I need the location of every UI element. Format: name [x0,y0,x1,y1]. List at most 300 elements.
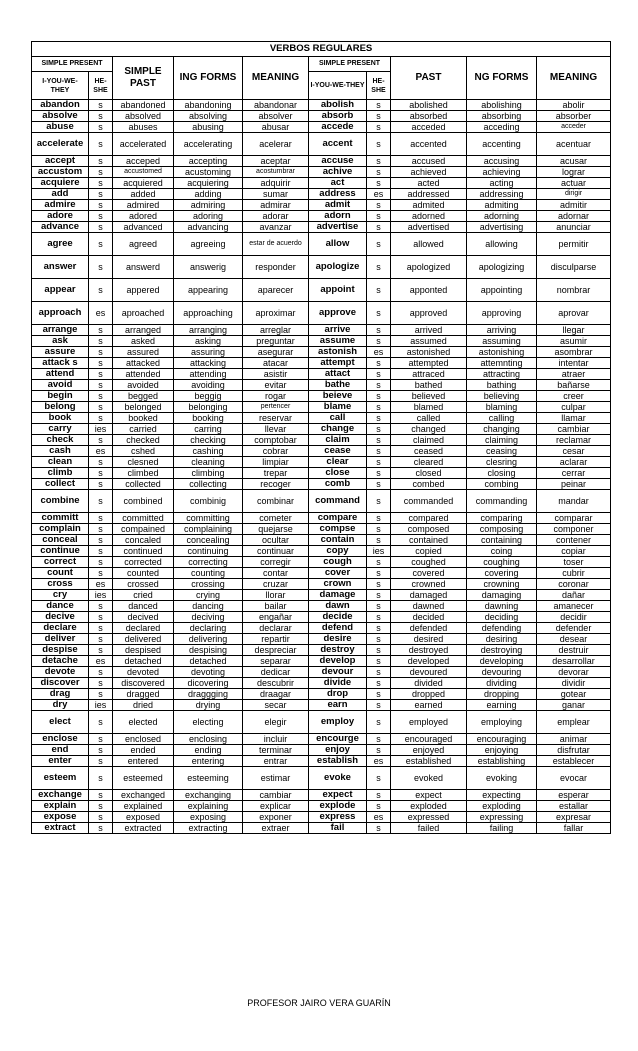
verbs-table-body [32,100,611,834]
right-verb-cell: enjoy [309,745,367,756]
right-he-she-suffix-cell: s [367,369,391,380]
left-past-cell: arranged [113,325,174,336]
right-past-cell: divided [391,678,467,689]
left-verb-cell: check [32,435,89,446]
left-verb-cell: detache [32,656,89,667]
right-past-cell: apologized [391,256,467,279]
table-row [32,336,611,347]
right-ing-cell: admiting [467,200,537,211]
right-meaning-cell: disculparse [537,256,611,279]
left-ing-cell: adding [174,189,243,200]
left-past-cell: asked [113,336,174,347]
left-past-cell: belonged [113,402,174,413]
left-simple-past-header: SIMPLE PAST [113,57,174,100]
table-row [32,656,611,667]
right-meaning-cell: dividir [537,678,611,689]
right-he-she-suffix-cell: es [367,756,391,767]
left-he-she-suffix-cell: s [89,100,113,111]
right-verb-cell: attempt [309,358,367,369]
left-verb-cell: dance [32,601,89,612]
right-he-she-suffix-cell: s [367,302,391,325]
right-past-cell: bathed [391,380,467,391]
left-meaning-cell: extraer [243,823,309,834]
left-past-cell: collected [113,479,174,490]
left-past-cell: exposed [113,812,174,823]
right-he-she-suffix-cell: s [367,156,391,167]
left-verb-cell: attack s [32,358,89,369]
right-meaning-cell: desarrollar [537,656,611,667]
table-row [32,601,611,612]
right-past-cell: coughed [391,557,467,568]
left-meaning-cell: separar [243,656,309,667]
left-ing-cell: checking [174,435,243,446]
right-past-cell: dropped [391,689,467,700]
table-row [32,325,611,336]
right-past-cell: contained [391,535,467,546]
right-meaning-cell: destruir [537,645,611,656]
right-he-she-suffix-cell: s [367,479,391,490]
right-he-she-header: HE-SHE [367,72,391,100]
left-meaning-cell: arreglar [243,325,309,336]
left-past-cell: adored [113,211,174,222]
right-meaning-cell: expresar [537,812,611,823]
right-he-she-suffix-cell: s [367,745,391,756]
right-past-cell: absorbed [391,111,467,122]
right-past-cell: composed [391,524,467,535]
left-past-cell: booked [113,413,174,424]
left-past-cell: attacked [113,358,174,369]
left-he-she-suffix-cell: s [89,200,113,211]
left-meaning-cell: quejarse [243,524,309,535]
left-verb-cell: explain [32,801,89,812]
left-ing-cell: detached [174,656,243,667]
right-meaning-cell: dirigir [537,189,611,200]
left-past-cell: abandoned [113,100,174,111]
right-meaning-cell: nombrar [537,279,611,302]
table-row [32,457,611,468]
right-past-cell: advertised [391,222,467,233]
right-ing-cell: acceding [467,122,537,133]
right-he-she-suffix-cell: s [367,424,391,435]
table-title: VERBOS REGULARES [32,42,611,57]
left-past-cell: compained [113,524,174,535]
left-verb-cell: advance [32,222,89,233]
left-verb-cell: esteem [32,767,89,790]
left-past-cell: committed [113,513,174,524]
left-meaning-cell: draagar [243,689,309,700]
right-verb-cell: decide [309,612,367,623]
right-meaning-cell: llamar [537,413,611,424]
left-ing-cell: admiring [174,200,243,211]
right-past-cell: astonished [391,347,467,358]
right-ing-cell: dropping [467,689,537,700]
right-he-she-suffix-cell: es [367,812,391,823]
left-verb-cell: begin [32,391,89,402]
table-row [32,812,611,823]
right-meaning-cell: toser [537,557,611,568]
right-he-she-suffix-cell: s [367,678,391,689]
right-ing-cell: assuming [467,336,537,347]
right-he-she-suffix-cell: s [367,601,391,612]
left-he-she-suffix-cell: s [89,689,113,700]
table-row [32,122,611,133]
right-he-she-suffix-cell: s [367,645,391,656]
left-verb-cell: add [32,189,89,200]
right-verb-cell: damage [309,590,367,601]
right-verb-cell: advertise [309,222,367,233]
left-simple-present-header: SIMPLE PRESENT [32,57,113,72]
left-he-she-suffix-cell: s [89,801,113,812]
left-verb-cell: correct [32,557,89,568]
table-row [32,734,611,745]
left-he-she-suffix-cell: s [89,325,113,336]
table-row [32,745,611,756]
right-verb-cell: address [309,189,367,200]
left-past-cell: crossed [113,579,174,590]
table-row [32,424,611,435]
right-past-cell: believed [391,391,467,402]
table-row [32,689,611,700]
right-ing-cell: appointing [467,279,537,302]
right-he-she-suffix-cell: s [367,823,391,834]
left-meaning-cell: declarar [243,623,309,634]
right-ing-cell: achieving [467,167,537,178]
left-he-she-suffix-cell: s [89,380,113,391]
left-verb-cell: arrange [32,325,89,336]
right-he-she-suffix-cell: s [367,468,391,479]
left-past-cell: dragged [113,689,174,700]
left-he-she-suffix-cell: s [89,369,113,380]
right-he-she-suffix-cell: s [367,122,391,133]
right-meaning-cell: cerrar [537,468,611,479]
left-he-she-suffix-cell: s [89,623,113,634]
left-meaning-cell: acostumbrar [243,167,309,178]
right-ing-cell: changing [467,424,537,435]
right-past-cell: enjoyed [391,745,467,756]
left-verb-cell: absolve [32,111,89,122]
right-past-cell: defended [391,623,467,634]
table-row [32,823,611,834]
table-row [32,446,611,457]
right-he-she-suffix-cell: s [367,689,391,700]
left-he-she-suffix-cell: s [89,358,113,369]
right-he-she-suffix-cell: s [367,623,391,634]
left-meaning-cell: aparecer [243,279,309,302]
right-verb-cell: express [309,812,367,823]
table-row [32,178,611,189]
right-he-she-suffix-cell: s [367,413,391,424]
right-meaning-cell: emplear [537,711,611,734]
right-meaning-cell: asumir [537,336,611,347]
right-ing-cell: accusing [467,156,537,167]
left-past-cell: cshed [113,446,174,457]
right-ing-cell: destroying [467,645,537,656]
left-meaning-header: MEANING [243,57,309,100]
right-verb-cell: evoke [309,767,367,790]
table-row [32,369,611,380]
right-meaning-cell: animar [537,734,611,745]
left-he-she-suffix-cell: s [89,546,113,557]
left-ing-cell: asking [174,336,243,347]
right-verb-cell: beieve [309,391,367,402]
left-meaning-cell: cruzar [243,579,309,590]
right-verb-cell: act [309,178,367,189]
right-he-she-suffix-cell: s [367,402,391,413]
left-verb-cell: collect [32,479,89,490]
left-meaning-cell: reservar [243,413,309,424]
right-past-header: PAST [391,57,467,100]
right-he-she-suffix-cell: s [367,590,391,601]
right-past-cell: employed [391,711,467,734]
right-verb-cell: cough [309,557,367,568]
right-meaning-cell: cambiar [537,424,611,435]
left-past-cell: dried [113,700,174,711]
left-he-she-suffix-cell: s [89,678,113,689]
right-verb-cell: fail [309,823,367,834]
left-ing-cell: accelerating [174,133,243,156]
left-ing-cell: draggging [174,689,243,700]
right-past-cell: damaged [391,590,467,601]
right-meaning-cell: acceder [537,122,611,133]
left-ing-cell: beggig [174,391,243,402]
right-past-cell: combed [391,479,467,490]
right-meaning-cell: mandar [537,490,611,513]
left-he-she-suffix-cell: s [89,222,113,233]
left-he-she-suffix-cell: s [89,413,113,424]
table-row [32,200,611,211]
right-past-cell: decided [391,612,467,623]
left-past-cell: decived [113,612,174,623]
right-past-cell: changed [391,424,467,435]
left-verb-cell: cry [32,590,89,601]
right-verb-cell: arrive [309,325,367,336]
left-he-she-suffix-cell: s [89,156,113,167]
right-he-she-suffix-cell: s [367,446,391,457]
left-verb-cell: expose [32,812,89,823]
right-meaning-cell: creer [537,391,611,402]
left-ing-cell: electing [174,711,243,734]
left-meaning-cell: llorar [243,590,309,601]
left-verb-cell: devote [32,667,89,678]
right-ing-cell: blaming [467,402,537,413]
left-verb-cell: enclose [32,734,89,745]
left-verb-cell: accept [32,156,89,167]
left-he-she-suffix-cell: s [89,645,113,656]
right-meaning-cell: reclamar [537,435,611,446]
left-ing-cell: adoring [174,211,243,222]
left-verb-cell: accelerate [32,133,89,156]
left-meaning-cell: aproximar [243,302,309,325]
table-row [32,801,611,812]
left-he-she-suffix-cell: s [89,490,113,513]
left-he-she-suffix-cell: s [89,211,113,222]
right-past-cell: addressed [391,189,467,200]
table-row [32,435,611,446]
table-row [32,711,611,734]
left-verb-cell: deliver [32,634,89,645]
right-ing-cell: advertising [467,222,537,233]
left-past-cell: explained [113,801,174,812]
left-verb-cell: conceal [32,535,89,546]
table-row [32,579,611,590]
table-row [32,535,611,546]
right-he-she-suffix-cell: s [367,457,391,468]
left-ing-cell: agreeing [174,233,243,256]
right-verb-cell: blame [309,402,367,413]
right-ing-cell: desiring [467,634,537,645]
table-row [32,167,611,178]
right-past-cell: accused [391,156,467,167]
right-meaning-cell: anunciar [537,222,611,233]
right-past-cell: abolished [391,100,467,111]
right-verb-cell: explode [309,801,367,812]
left-past-cell: answerd [113,256,174,279]
left-meaning-cell: entrar [243,756,309,767]
left-ing-forms-header: ING FORMS [174,57,243,100]
left-he-she-suffix-cell: s [89,711,113,734]
right-meaning-cell: lograr [537,167,611,178]
right-past-cell: covered [391,568,467,579]
right-meaning-header: MEANING [537,57,611,100]
right-verb-cell: defend [309,623,367,634]
left-he-she-suffix-cell: s [89,233,113,256]
left-meaning-cell: preguntar [243,336,309,347]
right-past-cell: acceded [391,122,467,133]
left-he-she-suffix-cell: ies [89,424,113,435]
left-he-she-suffix-cell: s [89,734,113,745]
right-verb-cell: achive [309,167,367,178]
right-he-she-suffix-cell: s [367,667,391,678]
left-verb-cell: cross [32,579,89,590]
left-verb-cell: ask [32,336,89,347]
right-meaning-cell: copiar [537,546,611,557]
right-past-cell: developed [391,656,467,667]
left-he-she-suffix-cell: s [89,336,113,347]
right-ing-cell: attemnting [467,358,537,369]
right-he-she-suffix-cell: s [367,700,391,711]
right-past-cell: expressed [391,812,467,823]
right-meaning-cell: esperar [537,790,611,801]
left-meaning-cell: evitar [243,380,309,391]
right-past-cell: copied [391,546,467,557]
left-verb-cell: answer [32,256,89,279]
left-ing-cell: avoiding [174,380,243,391]
table-row [32,790,611,801]
table-row [32,100,611,111]
right-past-cell: acted [391,178,467,189]
left-past-cell: concaled [113,535,174,546]
right-meaning-cell: permitir [537,233,611,256]
right-verb-cell: call [309,413,367,424]
left-past-cell: admired [113,200,174,211]
right-verb-cell: divide [309,678,367,689]
left-he-she-suffix-cell: es [89,579,113,590]
left-i-you-header: I-YOU-WE-THEY [32,72,89,100]
left-meaning-cell: dedicar [243,667,309,678]
left-meaning-cell: limpiar [243,457,309,468]
left-verb-cell: end [32,745,89,756]
right-ing-cell: allowing [467,233,537,256]
right-ing-cell: expecting [467,790,537,801]
left-he-she-suffix-cell: s [89,823,113,834]
right-ing-cell: ceasing [467,446,537,457]
left-verb-cell: approach [32,302,89,325]
left-past-cell: cried [113,590,174,601]
left-ing-cell: enclosing [174,734,243,745]
left-he-she-suffix-cell: s [89,457,113,468]
right-ing-cell: covering [467,568,537,579]
left-meaning-cell: contar [243,568,309,579]
right-ing-cell: developing [467,656,537,667]
left-he-she-suffix-cell: es [89,656,113,667]
right-meaning-cell: disfrutar [537,745,611,756]
right-verb-cell: claim [309,435,367,446]
left-he-she-suffix-cell: s [89,612,113,623]
left-ing-cell: booking [174,413,243,424]
left-meaning-cell: cometer [243,513,309,524]
left-verb-cell: assure [32,347,89,358]
right-meaning-cell: absorber [537,111,611,122]
right-verb-cell: desire [309,634,367,645]
right-past-cell: apponted [391,279,467,302]
right-he-she-suffix-cell: s [367,358,391,369]
right-he-she-suffix-cell: s [367,256,391,279]
right-ing-cell: bathing [467,380,537,391]
right-past-cell: achieved [391,167,467,178]
left-past-cell: entered [113,756,174,767]
right-meaning-cell: aprovar [537,302,611,325]
left-ing-cell: acustoming [174,167,243,178]
table-row [32,302,611,325]
table-row [32,756,611,767]
right-ing-cell: commanding [467,490,537,513]
left-ing-cell: advancing [174,222,243,233]
left-past-cell: acquiered [113,178,174,189]
left-verb-cell: dry [32,700,89,711]
left-past-cell: checked [113,435,174,446]
right-he-she-suffix-cell: s [367,200,391,211]
left-he-she-suffix-cell: s [89,790,113,801]
right-he-she-suffix-cell: s [367,612,391,623]
right-meaning-cell: desear [537,634,611,645]
left-ing-cell: devoting [174,667,243,678]
left-meaning-cell: corregir [243,557,309,568]
left-past-cell: agreed [113,233,174,256]
left-he-she-suffix-cell: s [89,601,113,612]
table-row [32,189,611,200]
table-row [32,413,611,424]
left-verb-cell: committ [32,513,89,524]
right-meaning-cell: coronar [537,579,611,590]
left-ing-cell: crying [174,590,243,601]
right-he-she-suffix-cell: s [367,100,391,111]
left-past-cell: added [113,189,174,200]
right-verb-cell: clear [309,457,367,468]
left-ing-cell: extracting [174,823,243,834]
right-ing-cell: dawning [467,601,537,612]
right-ing-cell: evoking [467,767,537,790]
left-verb-cell: combine [32,490,89,513]
left-verb-cell: drag [32,689,89,700]
right-he-she-suffix-cell: s [367,513,391,524]
left-past-cell: exchanged [113,790,174,801]
left-ing-cell: absolving [174,111,243,122]
left-he-she-suffix-cell: s [89,557,113,568]
left-past-cell: attended [113,369,174,380]
right-he-she-suffix-cell: s [367,111,391,122]
left-ing-cell: drying [174,700,243,711]
left-meaning-cell: terminar [243,745,309,756]
